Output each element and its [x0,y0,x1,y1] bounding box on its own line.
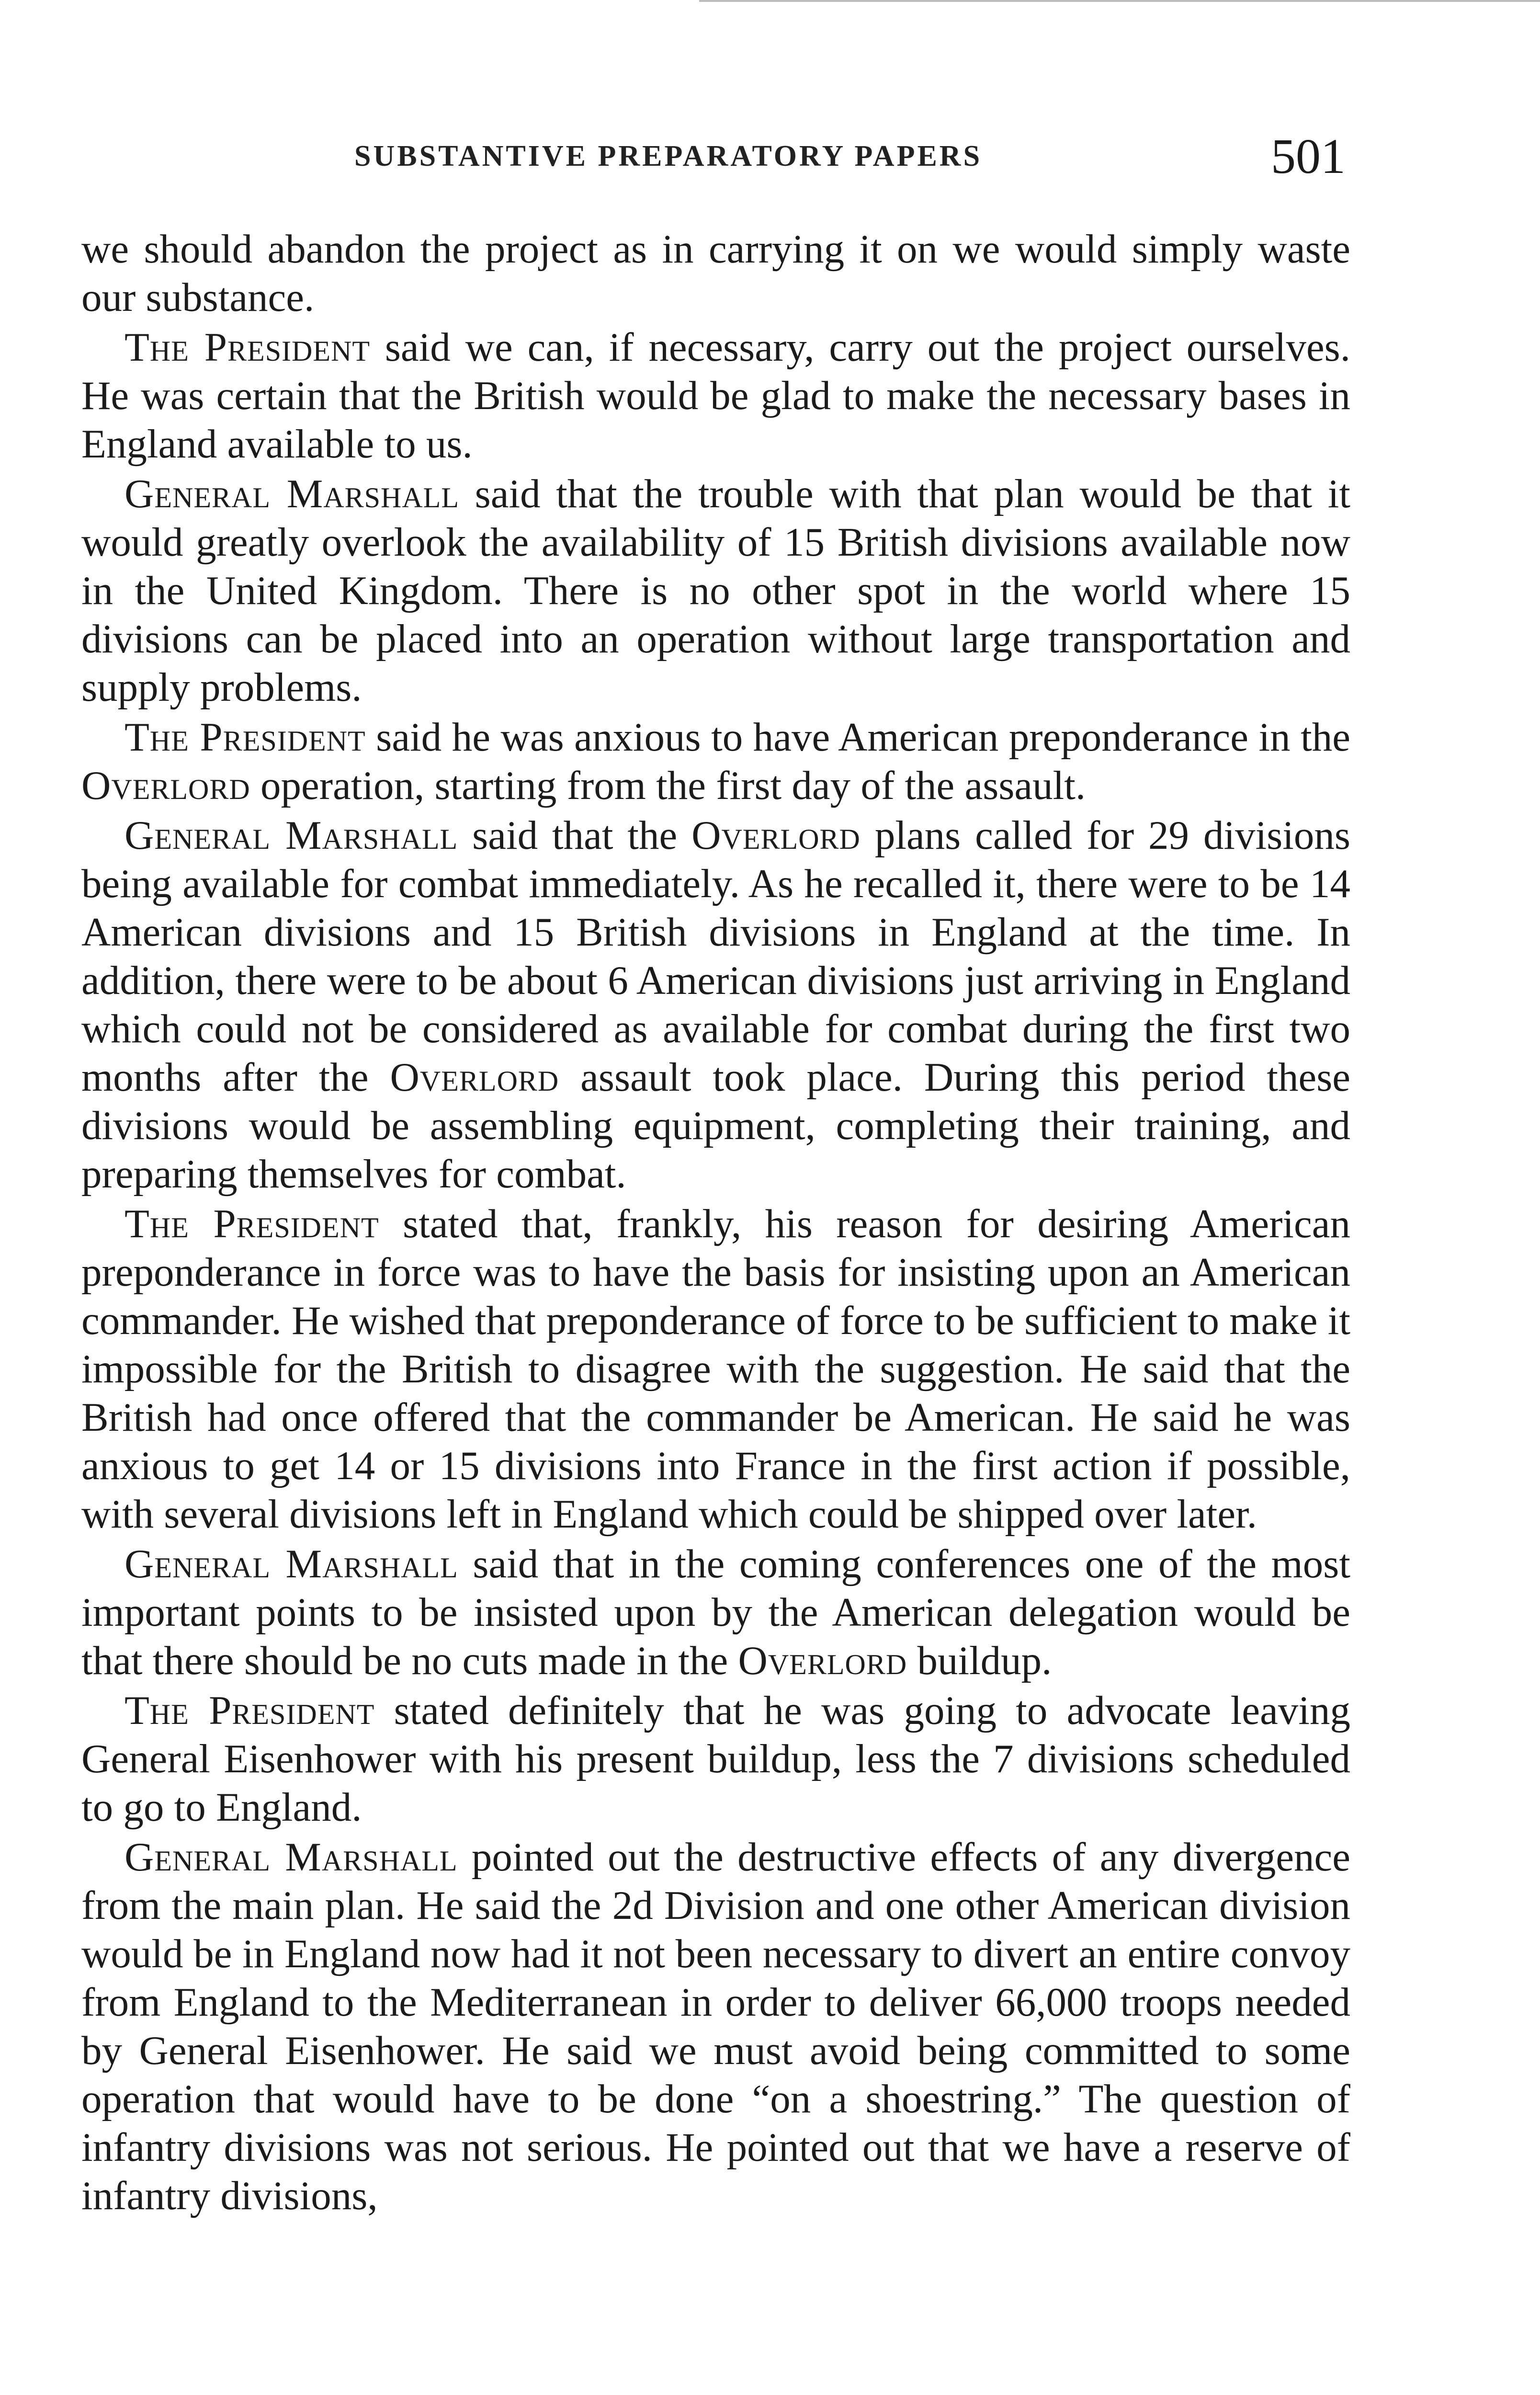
paragraph [81,1540,1350,1685]
speaker-name: The President [125,1201,379,1246]
paragraph-text: said that the [458,813,692,858]
body-text [81,225,1350,2222]
operation-name: Overlord [390,1055,559,1100]
speaker-name: General Marshall [125,471,459,516]
paragraph-text: assault took place. During this period these divisions would be assembling equipment, completing their training, and preparing themselves for combat. [81,1055,1350,1197]
operation-name: Overlord [738,1638,907,1683]
running-head: SUBSTANTIVE PREPARATORY PAPERS [354,140,983,172]
paragraph-text: plans called for 29 divisions being available for combat immediately. As he recalled it, there were to be 14 American divisions and 15 British divisions in England at the time. In addition, there were to be about 6 American divisions just arriving in England which could not be considered as available for combat during the first two months after the [81,813,1350,1100]
paragraph-text: buildup. [907,1638,1052,1683]
paragraph [81,811,1350,1198]
paragraph-text: said he was anxious to have American preponderance in the [365,715,1351,760]
paragraph [81,1687,1350,1832]
paragraph [81,1200,1350,1539]
paragraph [81,323,1350,468]
paragraph [81,713,1350,810]
speaker-name: The President [125,325,370,370]
speaker-name: General Marshall [125,813,458,858]
paragraph-continuation [81,225,1350,322]
paragraph [81,470,1350,712]
speaker-name: General Marshall [125,1541,458,1586]
paragraph-text: said we can, if necessary, carry out the project ourselves. He was certain that the British would be glad to make the necessary bases in England available to us. [81,325,1350,467]
paragraph-text: stated that, frankly, his reason for desiring American preponderance in force was to have the basis for insisting upon an American commander. He wished that preponderance of force to be sufficient to make it impossible for the British to disagree with the suggestion. He said that the British had once offered that the commander be American. He said he was anxious to get 14 or 15 divisions into France in the first action if possible, with several divisions left in England which could be shipped over later. [81,1201,1351,1537]
operation-name: Overlord [81,763,250,808]
paragraph [81,1833,1350,2220]
speaker-name: The President [125,715,366,760]
page-number: 501 [1271,129,1346,184]
operation-name: Overlord [691,813,861,858]
paragraph-text: operation, starting from the first day of the assault. [250,763,1086,808]
page-header [81,129,1350,189]
paragraph-text: said that the trouble with that plan would be that it would greatly overlook the availability of 15 British divisions available now in the United Kingdom. There is no other spot in the world where 15 divisions can be placed into an operation without large transportation and supply problems. [81,471,1350,710]
paragraph-text: pointed out the destructive effects of any divergence from the main plan. He said the 2d Division and one other American division would be in England now had it not been necessary to divert an entire convoy from England to the Mediterranean in order to deliver 66,000 troops needed by General Eisenhower. He said we must avoid being committed to some operation that would have to be done “on a shoestring.” The question of infantry divisions was not serious. He pointed out that we have a reserve of infantry divisions, [81,1835,1351,2218]
speaker-name: The President [125,1688,375,1733]
speaker-name: General Marshall [125,1835,458,1880]
top-edge-rule [699,0,1540,2]
paragraph-text: said that in the coming conferences one of the most important points to be insisted upon by the American delegation would be that there should be no cuts made in the [81,1541,1350,1683]
paragraph-text: stated definitely that he was going to advocate leaving General Eisenhower with his present buildup, less the 7 divisions scheduled to go to England. [81,1688,1350,1830]
paragraph-text: we should abandon the project as in carrying it on we would simply waste our substance. [81,227,1350,320]
